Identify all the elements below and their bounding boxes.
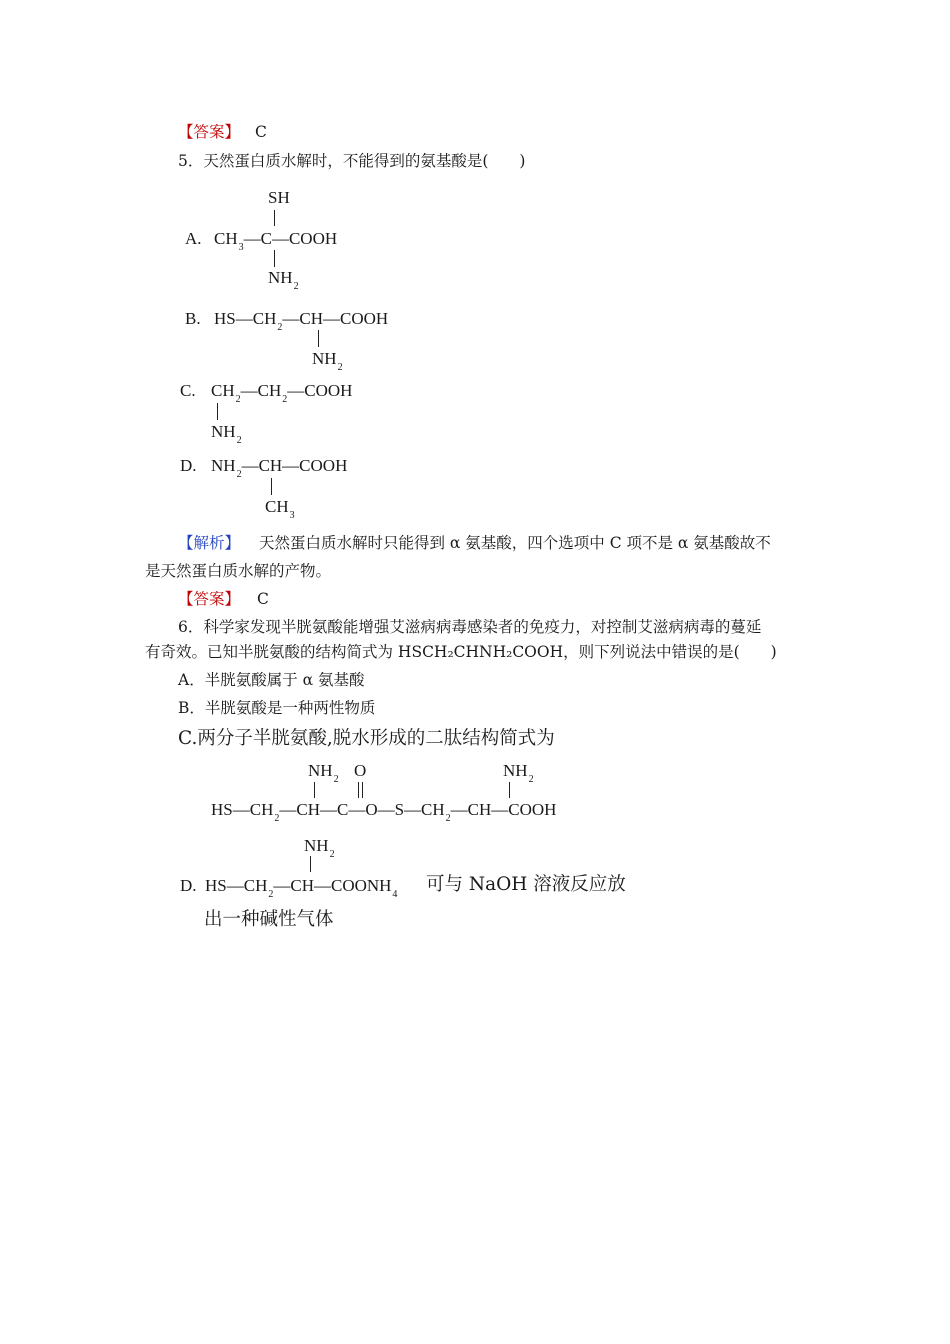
option-a-letter: A. — [185, 229, 202, 248]
q6-option-a: A．半胱氨酸属于 α 氨基酸 — [178, 671, 365, 689]
nh2-group-right: $NH_2$ — [503, 761, 534, 785]
option-d-letter: D. — [180, 456, 197, 475]
option-b-main-chain: $HS—CH_2—CH—COOH$ — [214, 309, 389, 333]
double-bond-line — [362, 782, 363, 798]
option-d-bottom-group: $CH_3$ — [265, 497, 295, 521]
analysis-line-2: 是天然蛋白质水解的产物。 — [145, 562, 332, 580]
double-bond-line — [358, 782, 359, 798]
option-d-text: 可与 NaOH 溶液反应放 — [426, 874, 626, 895]
q6-option-c: C.两分子半胱氨酸,脱水形成的二肽结构简式为 — [178, 728, 555, 749]
dipeptide-main-chain: $HS—CH_2—CH—C—O—S—CH_2—CH—COOH$ — [211, 800, 557, 824]
bond-line — [271, 478, 272, 495]
q5-answer-line — [178, 589, 269, 609]
analysis-tag: 【解析】 — [178, 534, 241, 552]
bond-line — [310, 856, 311, 872]
question-6-line-2: 有奇效。已知半胱氨酸的结构简式为 HSCH₂CHNH₂COOH，则下列说法中错误的是( ) — [145, 643, 777, 661]
nh2-group-left: $NH_2$ — [308, 761, 339, 785]
answer-value: C — [256, 590, 269, 608]
bond-line — [318, 330, 319, 347]
option-d-letter: D. — [180, 876, 197, 895]
option-c-main-chain: $CH_2—CH_2—COOH$ — [211, 381, 353, 405]
bond-line — [274, 210, 275, 226]
question-6-line-1: 6．科学家发现半胱氨酸能增强艾滋病病毒感染者的免疫力，对控制艾滋病病毒的蔓延 — [178, 618, 762, 636]
option-d-top-group: $NH_2$ — [304, 836, 335, 860]
bond-line — [274, 250, 275, 267]
option-d-formula: $HS—CH_2—CH—COONH_4$ — [205, 876, 398, 900]
q4-answer-line — [178, 122, 267, 142]
answer-tag: 【答案】 — [178, 590, 241, 608]
answer-value: C — [254, 123, 267, 141]
carbonyl-oxygen: O — [354, 761, 367, 780]
analysis-line-1 — [178, 533, 771, 553]
option-b-bottom-group: $NH_2$ — [312, 349, 343, 373]
answer-tag: 【答案】 — [178, 123, 241, 141]
option-c-bottom-group: $NH_2$ — [211, 422, 242, 446]
bond-line — [509, 782, 510, 798]
option-b-letter: B. — [185, 309, 201, 328]
q6-option-b: B．半胱氨酸是一种两性物质 — [178, 699, 376, 717]
option-a-main-chain: $CH_3—C—COOH$ — [214, 229, 338, 253]
analysis-text: 天然蛋白质水解时只能得到 α 氨基酸，四个选项中 C 项不是 α 氨基酸故不 — [258, 534, 771, 552]
option-a-top-group: SH — [268, 188, 290, 207]
option-a-bottom-group: $NH_2$ — [268, 268, 299, 292]
bond-line — [217, 403, 218, 420]
bond-line — [314, 782, 315, 798]
question-5-stem: 5．天然蛋白质水解时，不能得到的氨基酸是( ) — [178, 152, 526, 170]
option-c-letter: C. — [180, 381, 196, 400]
option-d-text-line-2: 出一种碱性气体 — [204, 909, 334, 930]
option-d-main-chain: $NH_2—CH—COOH$ — [211, 456, 348, 480]
